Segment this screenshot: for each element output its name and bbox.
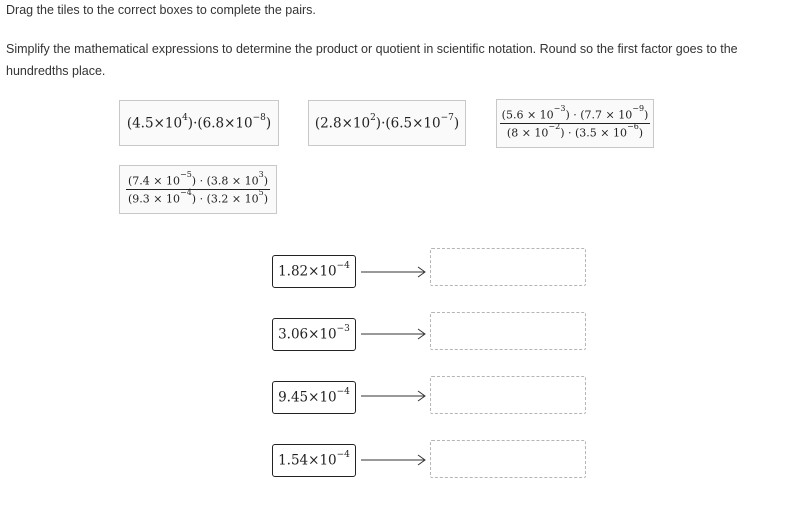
question-prompt: Simplify the mathematical expressions to determine the product or quotient in scientific notation. Round so the first factor goes to the hundredths place.	[6, 42, 738, 78]
draggable-tile-3[interactable]	[496, 99, 654, 148]
tile-2-expression: $(2.8\times 10^2)\cdot(6.5\times 10^{-7})$	[314, 112, 460, 132]
tile-1-expression: $(4.5\times 10^4)\cdot(6.8\times 10^{-8})$	[126, 112, 272, 132]
draggable-tile-1[interactable]	[119, 100, 279, 146]
tile-4-fraction	[126, 170, 270, 206]
tile-3-denominator: $(8 \times 10^{-2}) \cdot (3.5 \times 10^{-6})$	[506, 122, 644, 140]
tile-3-numerator: $(5.6 \times 10^{-3}) \cdot (7.7 \times 10^{-9})$	[501, 104, 649, 122]
answer-label-3: $9.45\times 10^{-4}$	[272, 381, 356, 414]
answer-label-1: $1.82\times 10^{-4}$	[272, 255, 356, 288]
tile-4-denominator: $(9.3 \times 10^{-4}) \cdot (3.2 \times 10^5)$	[128, 188, 268, 206]
drop-target-4[interactable]	[430, 440, 586, 478]
tile-3-fraction	[500, 104, 651, 140]
drop-target-3[interactable]	[430, 376, 586, 414]
right-arrow-icon	[361, 389, 427, 403]
instruction-text: Drag the tiles to the correct boxes to complete the pairs.	[6, 3, 316, 17]
right-arrow-icon	[361, 265, 427, 279]
tile-4-numerator: $(7.4 \times 10^{-5}) \cdot (3.8 \times 10^3)$	[128, 170, 268, 188]
right-arrow-icon	[361, 327, 427, 341]
answer-label-4: $1.54\times 10^{-4}$	[272, 444, 356, 477]
draggable-tile-2[interactable]	[308, 100, 466, 146]
drop-target-2[interactable]	[430, 312, 586, 350]
answer-label-2: $3.06\times 10^{-3}$	[272, 318, 356, 351]
right-arrow-icon	[361, 453, 427, 467]
drop-target-1[interactable]	[430, 248, 586, 286]
draggable-tile-4[interactable]	[119, 165, 277, 214]
